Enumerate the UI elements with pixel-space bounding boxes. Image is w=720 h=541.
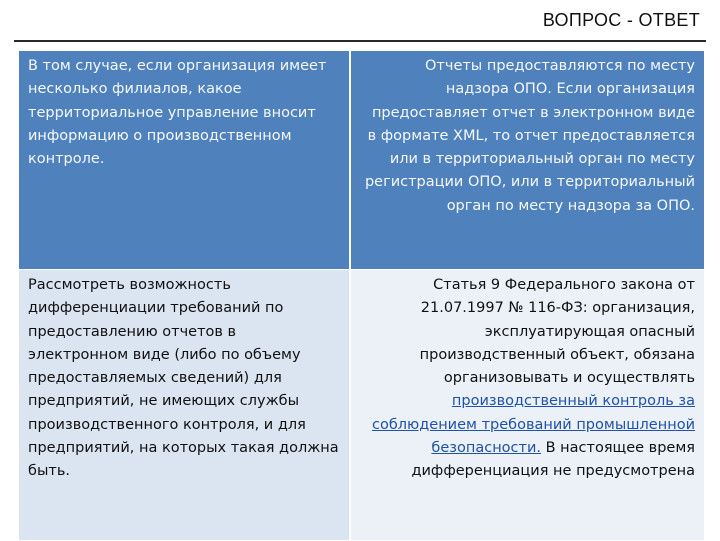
answer-cell bbox=[351, 270, 704, 540]
law-link[interactable]: производственный контроль за соблюдением требований промышленной безопасности. bbox=[372, 393, 695, 457]
answer-text: В настоящее время дифференциация не предусмотрена bbox=[411, 440, 695, 480]
table-row bbox=[19, 51, 704, 269]
question-cell: В том случае, если организация имеет несколько филиалов, какое территориальное управление вносит информацию о производственном контроле. bbox=[19, 51, 349, 269]
table-row bbox=[19, 270, 704, 540]
page-title: ВОПРОС - ОТВЕТ bbox=[542, 10, 700, 30]
header-divider bbox=[14, 40, 706, 42]
answer-text: Статья 9 Федерального закона от 21.07.1997 № 116-ФЗ: организация, эксплуатирующая опасный производственный объект, обязана организовывать и осуществлять bbox=[419, 277, 695, 387]
question-cell: Рассмотреть возможность дифференциации требований по предоставлению отчетов в электронном виде (либо по объему предоставляемых сведений) для предприятий, не имеющих службы производственного контроля, и для предприятий, на которых такая должна быть. bbox=[19, 270, 349, 540]
answer-cell: Отчеты предоставляются по месту надзора ОПО. Если организация предоставляет отчет в электронном виде в формате XML, то отчет предоставляется или в территориальный орган по месту регистрации ОПО, или в территориальный орган по месту надзора за ОПО. bbox=[351, 51, 704, 269]
qa-table bbox=[17, 50, 706, 541]
